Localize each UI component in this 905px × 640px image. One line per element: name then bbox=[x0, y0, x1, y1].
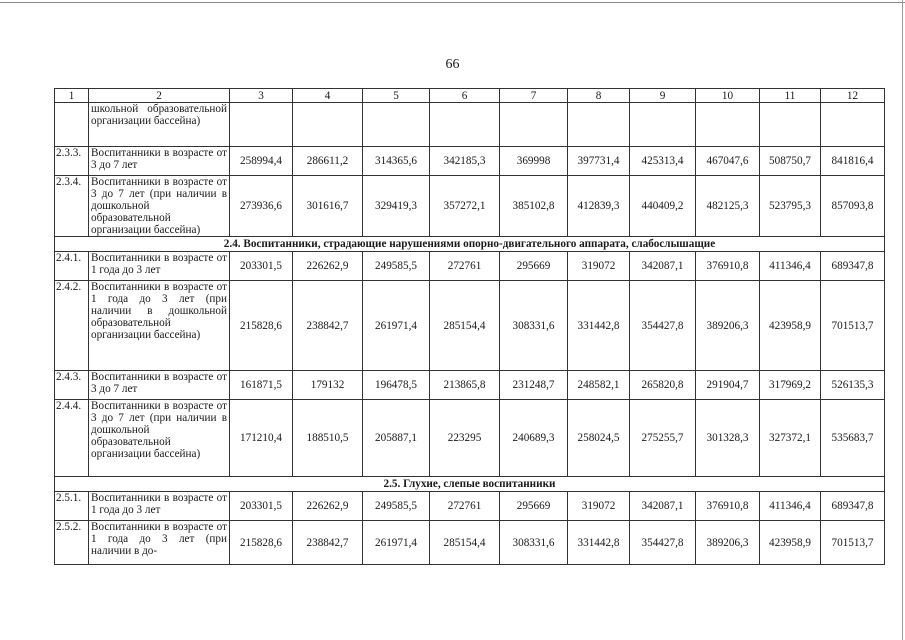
row-code: 2.5.2. bbox=[55, 521, 89, 565]
column-header-7: 7 bbox=[500, 89, 568, 103]
value-cell-col-3: 215828,6 bbox=[230, 281, 293, 371]
value-cell-col-4: 238842,7 bbox=[293, 521, 363, 565]
header-row bbox=[55, 89, 885, 103]
row-code: 2.4.1. bbox=[55, 252, 89, 281]
value-cell-col-4: 238842,7 bbox=[293, 281, 363, 371]
value-cell-col-3: 161871,5 bbox=[230, 371, 293, 400]
value-cell-col-5: 261971,4 bbox=[363, 281, 430, 371]
value-cell-col-3: 171210,4 bbox=[230, 400, 293, 477]
value-cell-col-11 bbox=[760, 103, 821, 147]
value-cell-col-11: 317969,2 bbox=[760, 371, 821, 400]
section-title: 2.5. Глухие, слепые воспитанники bbox=[55, 477, 885, 492]
value-cell-col-12: 526135,3 bbox=[821, 371, 885, 400]
value-cell-col-9: 342087,1 bbox=[630, 252, 696, 281]
value-cell-col-4: 179132 bbox=[293, 371, 363, 400]
value-cell-col-6: 223295 bbox=[430, 400, 500, 477]
value-cell-col-7: 385102,8 bbox=[500, 176, 568, 237]
value-cell-col-9: 354427,8 bbox=[630, 281, 696, 371]
table-row bbox=[55, 521, 885, 565]
table-row bbox=[55, 492, 885, 521]
value-cell-col-7: 369998 bbox=[500, 147, 568, 176]
value-cell-col-7 bbox=[500, 103, 568, 147]
row-name: Воспитанники в возрасте от 1 года до 3 лет bbox=[89, 252, 230, 281]
value-cell-col-5: 205887,1 bbox=[363, 400, 430, 477]
value-cell-col-12: 701513,7 bbox=[821, 521, 885, 565]
value-cell-col-9: 342087,1 bbox=[630, 492, 696, 521]
value-cell-col-12: 535683,7 bbox=[821, 400, 885, 477]
scan-edge-top bbox=[0, 2, 905, 3]
value-cell-col-3: 203301,5 bbox=[230, 492, 293, 521]
value-cell-col-10: 376910,8 bbox=[696, 252, 760, 281]
value-cell-col-12: 689347,8 bbox=[821, 252, 885, 281]
value-cell-col-5: 196478,5 bbox=[363, 371, 430, 400]
value-cell-col-7: 240689,3 bbox=[500, 400, 568, 477]
value-cell-col-6: 357272,1 bbox=[430, 176, 500, 237]
value-cell-col-4: 286611,2 bbox=[293, 147, 363, 176]
value-cell-col-6: 272761 bbox=[430, 492, 500, 521]
value-cell-col-12 bbox=[821, 103, 885, 147]
table-row bbox=[55, 176, 885, 237]
value-cell-col-9: 425313,4 bbox=[630, 147, 696, 176]
row-code: 2.4.2. bbox=[55, 281, 89, 371]
value-cell-col-10: 291904,7 bbox=[696, 371, 760, 400]
value-cell-col-5: 249585,5 bbox=[363, 252, 430, 281]
row-name: школьной образовательной организации бассейна) bbox=[89, 103, 230, 147]
value-cell-col-8: 412839,3 bbox=[568, 176, 630, 237]
value-cell-col-4: 226262,9 bbox=[293, 492, 363, 521]
value-cell-col-8: 319072 bbox=[568, 252, 630, 281]
value-cell-col-12: 701513,7 bbox=[821, 281, 885, 371]
section-row bbox=[55, 237, 885, 252]
value-cell-col-4 bbox=[293, 103, 363, 147]
value-cell-col-11: 508750,7 bbox=[760, 147, 821, 176]
row-code: 2.3.4. bbox=[55, 176, 89, 237]
row-code: 2.4.3. bbox=[55, 371, 89, 400]
value-cell-col-7: 308331,6 bbox=[500, 281, 568, 371]
value-cell-col-3: 273936,6 bbox=[230, 176, 293, 237]
section-row bbox=[55, 477, 885, 492]
value-cell-col-3 bbox=[230, 103, 293, 147]
table-row bbox=[55, 103, 885, 147]
value-cell-col-5: 329419,3 bbox=[363, 176, 430, 237]
value-cell-col-11: 423958,9 bbox=[760, 281, 821, 371]
section-title: 2.4. Воспитанники, страдающие нарушениями опорно-двигательного аппарата, слабослышащие bbox=[55, 237, 885, 252]
value-cell-col-8: 331442,8 bbox=[568, 281, 630, 371]
value-cell-col-8: 331442,8 bbox=[568, 521, 630, 565]
value-cell-col-4: 188510,5 bbox=[293, 400, 363, 477]
row-code: 2.3.3. bbox=[55, 147, 89, 176]
value-cell-col-6: 272761 bbox=[430, 252, 500, 281]
column-header-9: 9 bbox=[630, 89, 696, 103]
scan-edge-right bbox=[902, 0, 903, 640]
column-header-6: 6 bbox=[430, 89, 500, 103]
row-name: Воспитанники в возрасте от 1 года до 3 лет (при наличии в до- bbox=[89, 521, 230, 565]
value-cell-col-9 bbox=[630, 103, 696, 147]
value-cell-col-10: 389206,3 bbox=[696, 281, 760, 371]
row-name: Воспитанники в возрасте от 1 года до 3 лет (при наличии в дошкольной образовательной организации бассейна) bbox=[89, 281, 230, 371]
value-cell-col-10: 376910,8 bbox=[696, 492, 760, 521]
table-row bbox=[55, 147, 885, 176]
row-name: Воспитанники в возрасте от 3 до 7 лет (при наличии в дошкольной образовательной организации бассейна) bbox=[89, 176, 230, 237]
column-header-8: 8 bbox=[568, 89, 630, 103]
value-cell-col-8 bbox=[568, 103, 630, 147]
column-header-4: 4 bbox=[293, 89, 363, 103]
value-cell-col-6: 342185,3 bbox=[430, 147, 500, 176]
table-row bbox=[55, 281, 885, 371]
value-cell-col-9: 275255,7 bbox=[630, 400, 696, 477]
value-cell-col-10 bbox=[696, 103, 760, 147]
value-cell-col-10: 301328,3 bbox=[696, 400, 760, 477]
value-cell-col-12: 841816,4 bbox=[821, 147, 885, 176]
table-row bbox=[55, 400, 885, 477]
row-code: 2.4.4. bbox=[55, 400, 89, 477]
value-cell-col-4: 301616,7 bbox=[293, 176, 363, 237]
column-header-1: 1 bbox=[55, 89, 89, 103]
column-header-2: 2 bbox=[89, 89, 230, 103]
row-name: Воспитанники в возрасте от 3 до 7 лет bbox=[89, 147, 230, 176]
table-body bbox=[55, 103, 885, 565]
value-cell-col-6: 285154,4 bbox=[430, 521, 500, 565]
page-number: 66 bbox=[445, 57, 460, 72]
value-cell-col-7: 295669 bbox=[500, 252, 568, 281]
tariff-table bbox=[54, 88, 885, 565]
value-cell-col-11: 411346,4 bbox=[760, 252, 821, 281]
value-cell-col-6: 213865,8 bbox=[430, 371, 500, 400]
column-header-5: 5 bbox=[363, 89, 430, 103]
value-cell-col-10: 467047,6 bbox=[696, 147, 760, 176]
value-cell-col-11: 523795,3 bbox=[760, 176, 821, 237]
table-row bbox=[55, 371, 885, 400]
value-cell-col-8: 258024,5 bbox=[568, 400, 630, 477]
row-code bbox=[55, 103, 89, 147]
value-cell-col-10: 482125,3 bbox=[696, 176, 760, 237]
row-name: Воспитанники в возрасте от 1 года до 3 лет bbox=[89, 492, 230, 521]
row-name: Воспитанники в возрасте от 3 до 7 лет bbox=[89, 371, 230, 400]
value-cell-col-5: 249585,5 bbox=[363, 492, 430, 521]
value-cell-col-8: 319072 bbox=[568, 492, 630, 521]
column-header-10: 10 bbox=[696, 89, 760, 103]
row-name: Воспитанники в возрасте от 3 до 7 лет (при наличии в дошкольной образовательной организации бассейна) bbox=[89, 400, 230, 477]
value-cell-col-9: 440409,2 bbox=[630, 176, 696, 237]
value-cell-col-3: 215828,6 bbox=[230, 521, 293, 565]
value-cell-col-5: 314365,6 bbox=[363, 147, 430, 176]
value-cell-col-11: 411346,4 bbox=[760, 492, 821, 521]
value-cell-col-10: 389206,3 bbox=[696, 521, 760, 565]
value-cell-col-3: 203301,5 bbox=[230, 252, 293, 281]
value-cell-col-4: 226262,9 bbox=[293, 252, 363, 281]
column-header-11: 11 bbox=[760, 89, 821, 103]
value-cell-col-5 bbox=[363, 103, 430, 147]
value-cell-col-9: 265820,8 bbox=[630, 371, 696, 400]
value-cell-col-11: 327372,1 bbox=[760, 400, 821, 477]
value-cell-col-6 bbox=[430, 103, 500, 147]
table-row bbox=[55, 252, 885, 281]
value-cell-col-8: 248582,1 bbox=[568, 371, 630, 400]
value-cell-col-12: 689347,8 bbox=[821, 492, 885, 521]
value-cell-col-6: 285154,4 bbox=[430, 281, 500, 371]
column-header-3: 3 bbox=[230, 89, 293, 103]
row-code: 2.5.1. bbox=[55, 492, 89, 521]
column-header-12: 12 bbox=[821, 89, 885, 103]
value-cell-col-8: 397731,4 bbox=[568, 147, 630, 176]
value-cell-col-7: 295669 bbox=[500, 492, 568, 521]
value-cell-col-5: 261971,4 bbox=[363, 521, 430, 565]
value-cell-col-11: 423958,9 bbox=[760, 521, 821, 565]
value-cell-col-7: 231248,7 bbox=[500, 371, 568, 400]
value-cell-col-3: 258994,4 bbox=[230, 147, 293, 176]
value-cell-col-12: 857093,8 bbox=[821, 176, 885, 237]
value-cell-col-7: 308331,6 bbox=[500, 521, 568, 565]
value-cell-col-9: 354427,8 bbox=[630, 521, 696, 565]
